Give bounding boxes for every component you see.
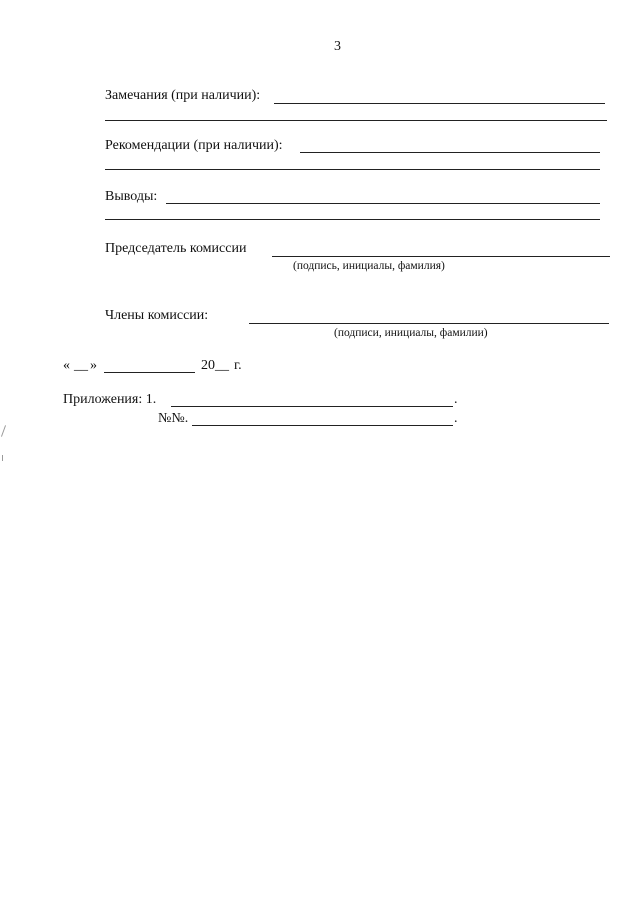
members-signature-line[interactable]	[249, 323, 609, 324]
attachments-numbers-label: №№.	[158, 411, 189, 426]
date-year-prefix: 20	[201, 358, 215, 373]
attachments-line-2[interactable]	[192, 425, 453, 426]
remarks-field-line-2[interactable]	[105, 120, 607, 121]
members-label: Члены комиссии:	[105, 308, 209, 323]
attachments-period-1: .	[454, 392, 458, 407]
conclusions-label: Выводы:	[105, 189, 158, 204]
date-year-suffix: г.	[234, 358, 242, 373]
remarks-label: Замечания (при наличии):	[105, 88, 261, 103]
chairman-signature-line[interactable]	[272, 256, 610, 257]
attachments-period-2: .	[454, 411, 458, 426]
members-caption: (подписи, инициалы, фамилии)	[334, 327, 488, 339]
attachments-line-1[interactable]	[171, 406, 453, 407]
recommendations-field-line-1[interactable]	[300, 152, 600, 153]
scan-mark	[2, 455, 3, 461]
conclusions-field-line-1[interactable]	[166, 203, 600, 204]
page-number: 3	[334, 39, 341, 54]
attachments-label: Приложения: 1.	[63, 392, 157, 407]
date-day-blank[interactable]: __	[74, 358, 88, 373]
date-month-line[interactable]	[104, 372, 195, 373]
scan-mark	[1, 425, 6, 437]
date-year-blank[interactable]: __	[215, 358, 229, 373]
date-close-quote: »	[90, 358, 97, 373]
remarks-field-line-1[interactable]	[274, 103, 605, 104]
recommendations-field-line-2[interactable]	[105, 169, 600, 170]
chairman-label: Председатель комиссии	[105, 241, 247, 256]
chairman-caption: (подпись, инициалы, фамилия)	[293, 260, 445, 272]
recommendations-label: Рекомендации (при наличии):	[105, 138, 283, 153]
conclusions-field-line-2[interactable]	[105, 219, 600, 220]
date-open-quote: «	[63, 358, 70, 373]
